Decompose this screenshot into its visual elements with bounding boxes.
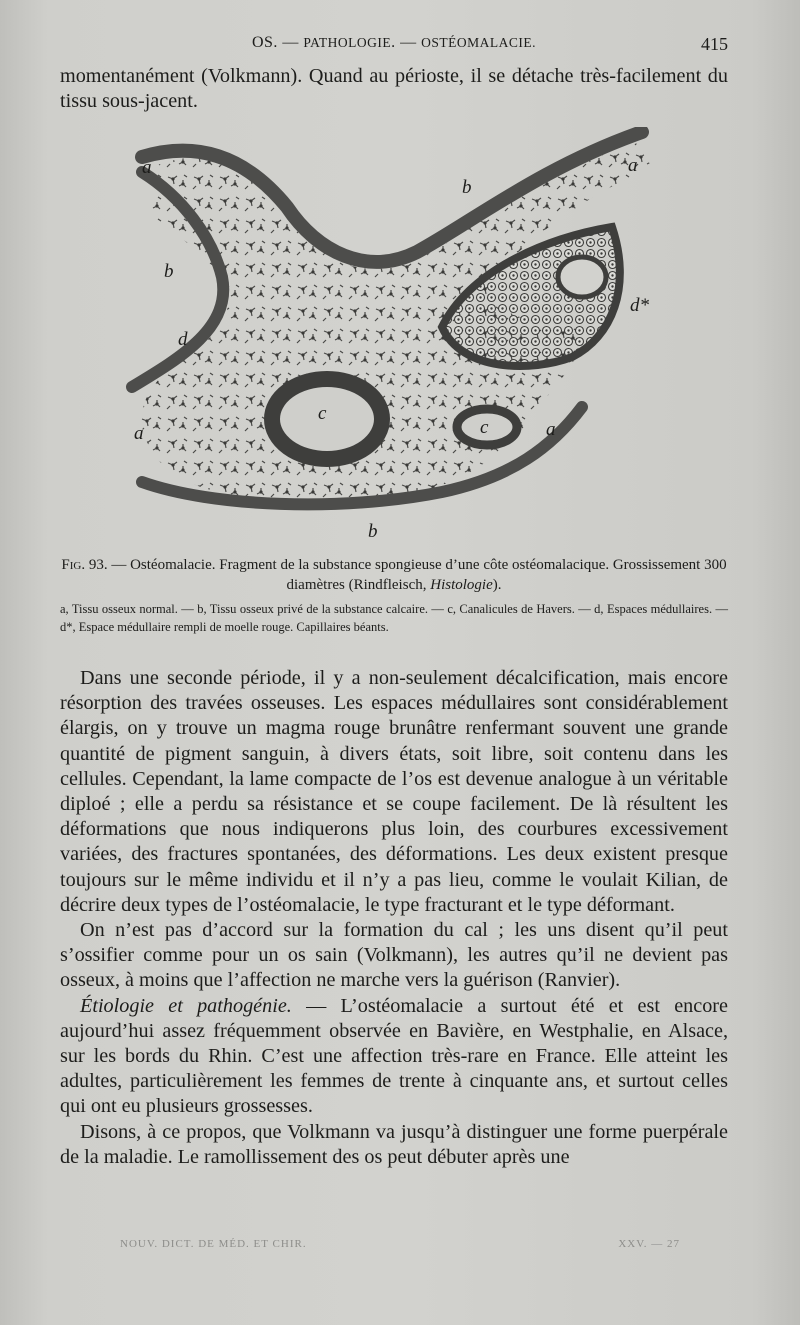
figure-label-d-left: d xyxy=(178,329,188,350)
figure-caption: Fig. 93. — Ostéomalacie. Fragment de la substance spongieuse d’une côte ostéomalacique. Grossissement 300 diamètres (Rindfleisch, Histologie). xyxy=(61,557,727,593)
figure-label-a-top-left: a xyxy=(142,157,152,178)
paragraph: Étiologie et pathogénie. — L’ostéomalacie a surtout été et est encore aujourd’hui assez fréquemment observée en Bavière, en Westphalie, en Alsace, sur les bords du Rhin. C’est une affection très-rare en France. Elle atteint les adultes, particulièrement les femmes de trente à cinquante ans, et surtout celles qui ont eu plusieurs grossesses. xyxy=(60,994,728,1118)
figure-label-c-center: c xyxy=(318,403,327,424)
figure-label-a-left: a xyxy=(134,423,144,444)
histology-figure xyxy=(112,127,660,542)
section-heading: Étiologie et pathogénie. xyxy=(80,994,292,1017)
page-number: 415 xyxy=(701,34,728,54)
figure-label-c-right: c xyxy=(480,417,489,438)
figure-label-a-right: a xyxy=(546,419,556,440)
paragraph: Dans une seconde période, il y a non-seulement décalcification, mais encore résorption des travées osseuses. Les espaces médullaires sont considérablement élargis, on y trouve un magma rouge brunâtre renfermant souvent une grande quantité de pigment sanguin, à divers états, soit libre, soit contenu dans les cellules. Cependant, la lame compacte de l’os est devenue analogue à un véritable diploé ; elle a perdu sa résistance et se coupe facilement. De là résultent les déformations que nous indiquerons plus loin, des courbures excessivement variées, des fractures spontanées, des déformations. Les deux existent presque toujours sur le même individu et il n’y a pas lieu, comme le voulait Kilian, de décrire deux types de l’ostéomalacie, le type fracturant et le type déformant. xyxy=(60,667,728,916)
paragraph: Disons, à ce propos, que Volkmann va jusqu’à distinguer une forme puerpérale de la maladie. Le ramollissement des os peut débuter après une xyxy=(60,1120,728,1168)
running-head xyxy=(60,34,728,58)
footer-signature-left: NOUV. DICT. DE MÉD. ET CHIR. xyxy=(120,1238,307,1250)
figure-label-b-top: b xyxy=(462,177,472,198)
footer-signature-right: XXV. — 27 xyxy=(618,1238,680,1250)
lead-paragraph: momentanément (Volkmann). Quand au périoste, il se détache très-facilement du tissu sous-jacent. xyxy=(60,65,728,113)
figure-label-a-top-right: a xyxy=(628,155,638,176)
page-footer xyxy=(120,1238,680,1250)
spongy-bone-drawing xyxy=(132,132,652,504)
figure-label-d-star: d* xyxy=(630,295,649,316)
figure-label-b-left: b xyxy=(164,261,174,282)
running-title: OS. — PATHOLOGIE. — OSTÉOMALACIE. xyxy=(251,34,537,51)
paragraph: On n’est pas d’accord sur la formation du cal ; les uns disent qu’il peut s’ossifier comme pour un os sain (Volkmann), les autres qu’il ne devient pas osseux, à moins que l’affection ne marche vers la guérison (Ranvier). xyxy=(60,919,728,992)
body-text xyxy=(60,666,728,1170)
figure-label-b-bottom: b xyxy=(368,521,378,542)
figure-legend: a, Tissu osseux normal. — b, Tissu osseux privé de la substance calcaire. — c, Canalicules de Havers. — d, Espaces médullaires. — d*, Espace médullaire rempli de moelle rouge. Capillaires béants. xyxy=(60,602,728,634)
figure-number: Fig. 93. xyxy=(61,557,108,573)
